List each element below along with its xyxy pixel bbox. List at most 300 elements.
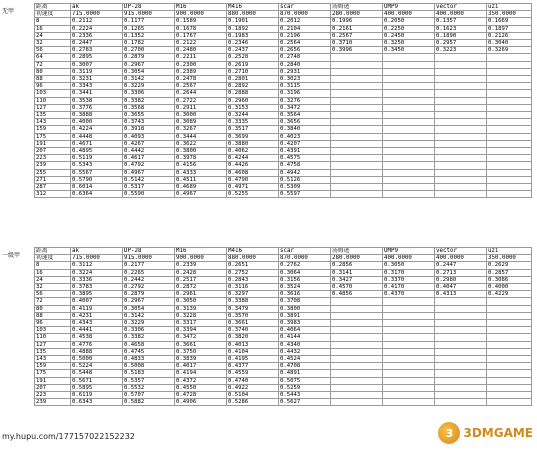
cell	[383, 54, 435, 61]
cell: 0.3040	[487, 40, 532, 47]
cell	[383, 312, 435, 319]
cell: 0.2879	[123, 291, 175, 298]
cell: 715.0000	[71, 255, 123, 262]
cell: 0.3708	[279, 298, 331, 305]
cell: 0.4776	[71, 341, 123, 348]
cell: 0.3661	[175, 341, 227, 348]
cell: 0.3306	[123, 327, 175, 334]
cell: 距离	[35, 248, 71, 255]
cell: 0.3472	[175, 334, 227, 341]
cell: 0.2104	[279, 25, 331, 32]
table-row	[35, 104, 532, 111]
cell: 56	[35, 291, 71, 298]
cell: uzi	[487, 248, 532, 255]
table-row	[35, 305, 532, 312]
cell: 0.4207	[279, 140, 331, 147]
cell: 400.0000	[435, 255, 487, 262]
cell: 191	[35, 140, 71, 147]
cell: 0.3112	[71, 262, 123, 269]
cell: 0.2801	[227, 76, 279, 83]
cell	[331, 399, 383, 406]
cell: 0.4538	[71, 334, 123, 341]
cell: 0.2564	[279, 40, 331, 47]
cell: 0.3776	[71, 104, 123, 111]
cell	[435, 90, 487, 97]
cell: 255	[35, 169, 71, 176]
cell: 0.3895	[71, 291, 123, 298]
cell: uzi	[487, 4, 532, 11]
cell	[435, 61, 487, 68]
cell	[331, 327, 383, 334]
cell: 0.5183	[123, 370, 175, 377]
cell	[331, 162, 383, 169]
cell	[487, 191, 532, 198]
cell	[435, 133, 487, 140]
table-row	[35, 298, 532, 305]
cell: 0.3000	[175, 112, 227, 119]
cell: 0.3568	[123, 104, 175, 111]
cell: 0.4942	[279, 169, 331, 176]
cell	[435, 140, 487, 147]
cell: 0.2224	[71, 25, 123, 32]
cell: 127	[35, 341, 71, 348]
cell	[435, 184, 487, 191]
cell: 0.4333	[175, 169, 227, 176]
cell: 0.1177	[123, 18, 175, 25]
cell: 0.4343	[71, 320, 123, 327]
cell: 900.0000	[175, 11, 227, 18]
cell	[331, 370, 383, 377]
cell: 0.3343	[71, 83, 123, 90]
cell: 191	[35, 377, 71, 384]
cell: 0.4023	[279, 133, 331, 140]
cell	[435, 104, 487, 111]
cell	[331, 83, 383, 90]
cell	[487, 334, 532, 341]
cell	[435, 169, 487, 176]
cell	[383, 76, 435, 83]
cell: 0.4313	[435, 291, 487, 298]
cell: 0.6343	[71, 399, 123, 406]
cell: 0.5882	[123, 399, 175, 406]
cell: 0.4231	[71, 312, 123, 319]
cell: 0.2961	[175, 291, 227, 298]
cell	[383, 370, 435, 377]
cell: 0.1669	[487, 18, 532, 25]
cell: 0.5119	[71, 155, 123, 162]
sheet1-table	[34, 3, 532, 198]
cell: 0.3119	[71, 68, 123, 75]
cell: 8	[35, 262, 71, 269]
cell: 0.4017	[175, 363, 227, 370]
cell: 0.3153	[227, 104, 279, 111]
cell: 0.2478	[175, 76, 227, 83]
cell: 175	[35, 133, 71, 140]
cell: 0.4658	[123, 341, 175, 348]
cell	[487, 126, 532, 133]
cell	[487, 399, 532, 406]
cell: 16	[35, 25, 71, 32]
cell: 0.4013	[227, 341, 279, 348]
cell: 0.2211	[175, 54, 227, 61]
cell: 143	[35, 356, 71, 363]
cell: 0.3244	[227, 112, 279, 119]
cell: 0.3538	[71, 97, 123, 104]
cell	[487, 97, 532, 104]
table-row	[35, 276, 532, 283]
cell	[435, 327, 487, 334]
cell: M416	[227, 248, 279, 255]
header-row	[35, 4, 532, 11]
cell	[487, 90, 532, 97]
cell: 0.2967	[123, 298, 175, 305]
cell: 0.4062	[227, 148, 279, 155]
cell	[331, 176, 383, 183]
cell: 0.3524	[279, 284, 331, 291]
table-row	[35, 334, 532, 341]
cell: 0.2748	[279, 54, 331, 61]
cell: DP-28	[123, 4, 175, 11]
cell: 0.2644	[175, 90, 227, 97]
cell: vector	[435, 4, 487, 11]
cell	[487, 305, 532, 312]
cell: 0.3388	[227, 298, 279, 305]
cell	[331, 112, 383, 119]
cell: 24	[35, 32, 71, 39]
cell: 0.4758	[279, 162, 331, 169]
cell: 0.4967	[123, 169, 175, 176]
cell: 0.4426	[227, 162, 279, 169]
cell: 0.3655	[123, 112, 175, 119]
cell	[487, 370, 532, 377]
cell: 271	[35, 176, 71, 183]
cell: 0.3740	[227, 327, 279, 334]
cell: 0.3229	[123, 320, 175, 327]
cell	[331, 76, 383, 83]
cell	[383, 162, 435, 169]
cell: 0.4244	[227, 155, 279, 162]
cell: 0.3622	[175, 140, 227, 147]
cell: 0.3297	[227, 291, 279, 298]
cell: 239	[35, 399, 71, 406]
table-row	[35, 262, 532, 269]
cell: 0.4728	[175, 392, 227, 399]
cell: 0.2651	[227, 262, 279, 269]
cell: M416	[227, 4, 279, 11]
cell	[435, 126, 487, 133]
cell: 0.3394	[175, 327, 227, 334]
table-row	[35, 112, 532, 119]
cell: 0.2783	[71, 47, 123, 54]
cell: 0.4195	[227, 356, 279, 363]
cell: 312	[35, 191, 71, 198]
cell: 初速度	[35, 11, 71, 18]
cell: 0.2346	[227, 40, 279, 47]
cell	[435, 83, 487, 90]
cell: 80	[35, 68, 71, 75]
cell	[487, 148, 532, 155]
cell: 汤姆逊	[331, 248, 383, 255]
cell: 0.3616	[279, 291, 331, 298]
cell: 0.4156	[175, 162, 227, 169]
cell: 0.3250	[383, 40, 435, 47]
table-row	[35, 356, 532, 363]
table-row	[35, 40, 532, 47]
table-row	[35, 148, 532, 155]
cell	[383, 191, 435, 198]
cell	[383, 133, 435, 140]
cell: 0.4689	[175, 184, 227, 191]
cell: 0.3750	[175, 348, 227, 355]
cell: 72	[35, 298, 71, 305]
cell: 0.5671	[71, 377, 123, 384]
cell: 0.5255	[227, 191, 279, 198]
table-row	[35, 399, 532, 406]
table-row	[35, 32, 532, 39]
cell: 0.2050	[383, 18, 435, 25]
cell	[487, 341, 532, 348]
cell	[383, 184, 435, 191]
cell: 0.5142	[123, 176, 175, 183]
cell	[435, 348, 487, 355]
table-row	[35, 18, 532, 25]
cell: 0.2762	[279, 262, 331, 269]
cell: 0.4856	[331, 291, 383, 298]
cell: 0.3839	[175, 356, 227, 363]
cell: 0.3800	[279, 305, 331, 312]
cell: 0.4119	[71, 305, 123, 312]
cell: 0.5317	[123, 184, 175, 191]
cell	[383, 61, 435, 68]
cell: 0.4740	[227, 377, 279, 384]
cell: 0.3050	[175, 298, 227, 305]
cell: 0.2957	[435, 40, 487, 47]
cell	[435, 320, 487, 327]
cell: 0.2888	[227, 90, 279, 97]
cell: 280.0000	[331, 11, 383, 18]
cell: 880.0000	[227, 255, 279, 262]
cell: 0.4745	[123, 348, 175, 355]
cell	[383, 169, 435, 176]
cell: 0.5448	[71, 370, 123, 377]
table-row	[35, 25, 532, 32]
cell	[487, 176, 532, 183]
cell: 0.4833	[123, 356, 175, 363]
cell: 0.2447	[71, 40, 123, 47]
cell: 223	[35, 155, 71, 162]
cell: 0.4559	[227, 370, 279, 377]
cell: 223	[35, 392, 71, 399]
cell	[487, 327, 532, 334]
cell	[331, 169, 383, 176]
cell: 0.4550	[175, 384, 227, 391]
cell: 0.4967	[175, 191, 227, 198]
cell	[331, 356, 383, 363]
cell: 0.3023	[279, 76, 331, 83]
cell: 0.5286	[227, 399, 279, 406]
cell	[435, 334, 487, 341]
cell: 0.3335	[227, 119, 279, 126]
cell: 0.5597	[279, 191, 331, 198]
cell: 96	[35, 320, 71, 327]
cell: 0.3115	[279, 83, 331, 90]
cell: 0.2911	[175, 104, 227, 111]
cell	[487, 169, 532, 176]
cell: 870.0000	[279, 11, 331, 18]
table-row	[35, 47, 532, 54]
cell: 0.3170	[383, 269, 435, 276]
table-row	[35, 363, 532, 370]
cell: 0.4340	[279, 341, 331, 348]
cell: 24	[35, 276, 71, 283]
cell: 0.3570	[227, 312, 279, 319]
cell: 0.1623	[435, 25, 487, 32]
cell	[435, 399, 487, 406]
cell: 0.2336	[71, 32, 123, 39]
cell: 0.2442	[123, 276, 175, 283]
cell	[383, 68, 435, 75]
table-row	[35, 126, 532, 133]
cell: 0.4229	[487, 291, 532, 298]
cell: 870.0000	[279, 255, 331, 262]
table-row	[35, 377, 532, 384]
cell	[331, 392, 383, 399]
cell	[435, 341, 487, 348]
cell: 127	[35, 104, 71, 111]
cell: ak	[71, 248, 123, 255]
cell	[383, 327, 435, 334]
cell: 80	[35, 305, 71, 312]
cell: 0.3918	[123, 126, 175, 133]
cell	[383, 399, 435, 406]
cell	[435, 191, 487, 198]
cell: 0.2879	[123, 54, 175, 61]
table-row	[35, 162, 532, 169]
cell: 280.0000	[331, 255, 383, 262]
cell	[435, 305, 487, 312]
cell: 0.2840	[279, 61, 331, 68]
table-row	[35, 392, 532, 399]
cell: 175	[35, 370, 71, 377]
cell: 64	[35, 54, 71, 61]
cell: 0.5309	[279, 184, 331, 191]
table-row	[35, 97, 532, 104]
cell	[383, 348, 435, 355]
cell: 0.5259	[279, 384, 331, 391]
cell	[383, 90, 435, 97]
cell	[331, 104, 383, 111]
cell	[331, 68, 383, 75]
cell	[331, 184, 383, 191]
cell: 0.3450	[383, 47, 435, 54]
cell: 88	[35, 76, 71, 83]
cell	[487, 162, 532, 169]
cell: 72	[35, 61, 71, 68]
velocity-row	[35, 255, 532, 262]
cell	[435, 148, 487, 155]
cell	[435, 384, 487, 391]
cell: 0.2528	[227, 54, 279, 61]
cell	[331, 54, 383, 61]
cell	[383, 155, 435, 162]
cell: 0.4093	[123, 133, 175, 140]
watermark-url: my.hupu.com/177157022152232	[2, 432, 135, 441]
cell: 0.2265	[123, 269, 175, 276]
cell: 0.3336	[71, 276, 123, 283]
cell	[331, 140, 383, 147]
cell: 0.2960	[227, 97, 279, 104]
cell: 0.2450	[383, 32, 435, 39]
cell: 0.4370	[383, 291, 435, 298]
cell: 239	[35, 162, 71, 169]
cell: 0.3427	[331, 276, 383, 283]
table-row	[35, 68, 532, 75]
sheet2-table	[34, 247, 532, 406]
cell	[331, 312, 383, 319]
table-row	[35, 291, 532, 298]
cell: 0.1892	[227, 25, 279, 32]
table-row	[35, 320, 532, 327]
cell: 0.1890	[435, 32, 487, 39]
cell: 0.2892	[227, 83, 279, 90]
cell	[487, 133, 532, 140]
cell	[383, 83, 435, 90]
cell: 207	[35, 148, 71, 155]
table-row	[35, 384, 532, 391]
cell: 0.2872	[175, 284, 227, 291]
cell: 287	[35, 184, 71, 191]
cell: 0.2012	[279, 18, 331, 25]
cell: 0.4524	[279, 356, 331, 363]
cell: 0.2339	[175, 262, 227, 269]
cell	[383, 126, 435, 133]
cell: 0.5224	[71, 363, 123, 370]
cell: 915.0000	[123, 11, 175, 18]
cell: 0.3978	[175, 155, 227, 162]
cell: 距离	[35, 4, 71, 11]
cell: 0.3472	[279, 104, 331, 111]
cell	[487, 312, 532, 319]
cell: 915.0000	[123, 255, 175, 262]
cell: 0.5008	[123, 363, 175, 370]
cell: 0.3139	[175, 305, 227, 312]
cell: 0.4007	[71, 298, 123, 305]
cell	[383, 377, 435, 384]
cell: 159	[35, 126, 71, 133]
cell	[383, 112, 435, 119]
cell: 0.3382	[123, 334, 175, 341]
cell: 0.1996	[331, 18, 383, 25]
cell	[487, 112, 532, 119]
cell: 143	[35, 119, 71, 126]
cell: 0.4224	[71, 126, 123, 133]
cell: 0.6119	[71, 392, 123, 399]
cell: 8	[35, 18, 71, 25]
cell	[487, 155, 532, 162]
cell	[435, 155, 487, 162]
cell	[487, 392, 532, 399]
cell	[435, 312, 487, 319]
cell	[487, 298, 532, 305]
cell: 0.2126	[487, 32, 532, 39]
cell: 0.3517	[227, 126, 279, 133]
cell	[383, 298, 435, 305]
cell: 0.2300	[175, 61, 227, 68]
cell: 0.3370	[383, 276, 435, 283]
cell: 0.4391	[279, 148, 331, 155]
cell: 0.1357	[435, 18, 487, 25]
cell: 0.2517	[175, 276, 227, 283]
